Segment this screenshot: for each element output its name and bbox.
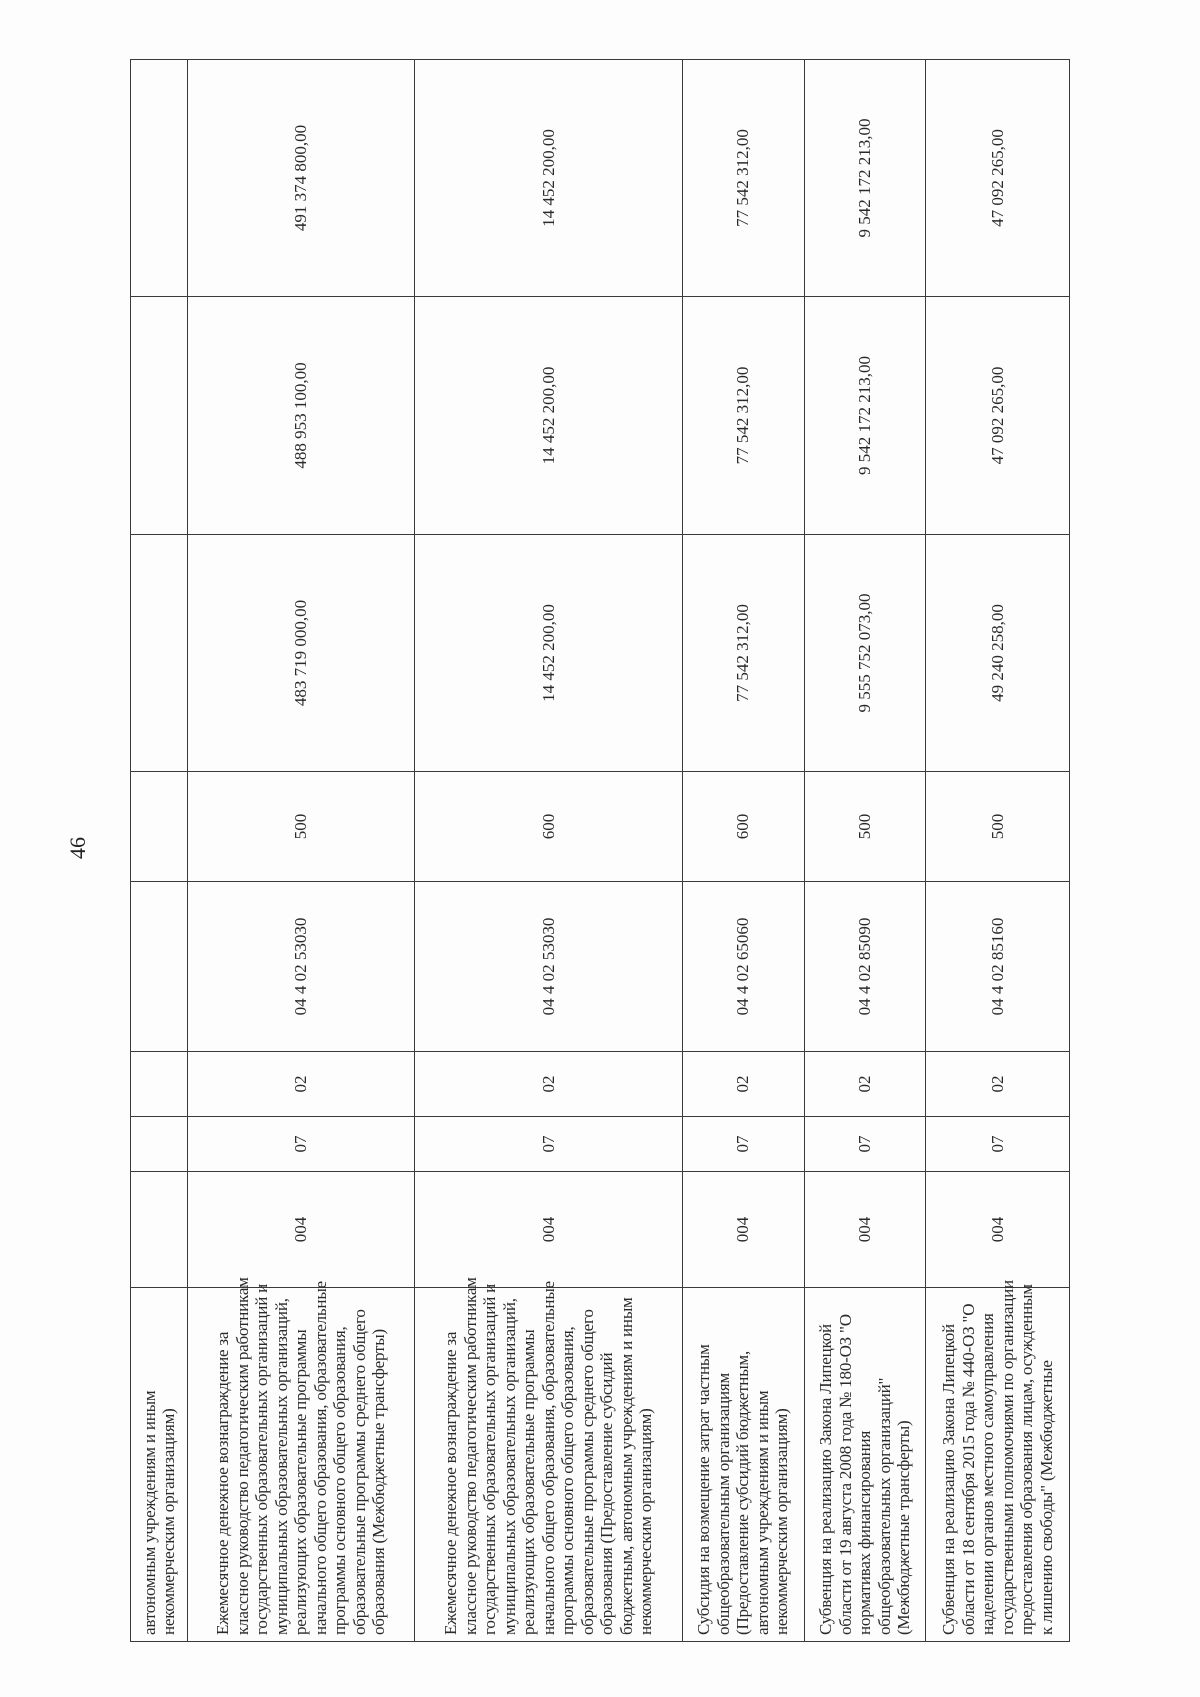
amount-year-2: 488 953 100,00 — [188, 297, 415, 535]
table-row — [188, 60, 415, 1642]
amount-year-2: 9 542 172 213,00 — [804, 297, 926, 535]
table-row — [682, 60, 804, 1642]
target-article-code: 04 4 02 85160 — [926, 882, 1070, 1052]
subsection-code — [131, 1052, 188, 1117]
ministry-code: 004 — [188, 1172, 415, 1288]
row-description: Субвенция на реализацию Закона Липецкой области от 18 сентября 2015 года № 440-ОЗ "О наделении органов местного самоуправления государственными полномочиями по организации предоставления образования лицам, осужденным к лишению свободы" (Межбюджетные — [926, 1288, 1070, 1642]
expense-type-code: 500 — [188, 772, 415, 882]
ministry-code — [131, 1172, 188, 1288]
section-code: 07 — [415, 1117, 683, 1172]
amount-year-3: 47 092 265,00 — [926, 60, 1070, 297]
table-row — [926, 60, 1070, 1642]
amount-year-3: 77 542 312,00 — [682, 60, 804, 297]
row-description: Субвенция на реализацию Закона Липецкой области от 19 августа 2008 года № 180-ОЗ "О нормативах финансирования общеобразовательных организаций" (Межбюджетные трансферты) — [804, 1288, 926, 1642]
amount-year-1: 49 240 258,00 — [926, 535, 1070, 772]
subsection-code: 02 — [926, 1052, 1070, 1117]
ministry-code: 004 — [682, 1172, 804, 1288]
rotated-table-container — [130, 60, 1070, 1642]
amount-year-1 — [131, 535, 188, 772]
amount-year-1: 77 542 312,00 — [682, 535, 804, 772]
ministry-code: 004 — [926, 1172, 1070, 1288]
section-code: 07 — [188, 1117, 415, 1172]
amount-year-2: 77 542 312,00 — [682, 297, 804, 535]
target-article-code: 04 4 02 53030 — [415, 882, 683, 1052]
expense-type-code: 500 — [804, 772, 926, 882]
target-article-code: 04 4 02 53030 — [188, 882, 415, 1052]
subsection-code: 02 — [682, 1052, 804, 1117]
section-code — [131, 1117, 188, 1172]
amount-year-3 — [131, 60, 188, 297]
row-description: Субсидия на возмещение затрат частным общеобразовательным организациям (Предоставление субсидий бюджетным, автономным учреждениям и иным некоммерческим организациям) — [682, 1288, 804, 1642]
section-code: 07 — [682, 1117, 804, 1172]
amount-year-2 — [131, 297, 188, 535]
amount-year-3: 14 452 200,00 — [415, 60, 683, 297]
section-code: 07 — [804, 1117, 926, 1172]
subsection-code: 02 — [188, 1052, 415, 1117]
row-description: автономным учреждениям и иным некоммерческим организациям) — [131, 1288, 188, 1642]
expense-type-code — [131, 772, 188, 882]
table-row — [415, 60, 683, 1642]
amount-year-1: 483 719 000,00 — [188, 535, 415, 772]
amount-year-3: 491 374 800,00 — [188, 60, 415, 297]
expense-type-code: 600 — [682, 772, 804, 882]
ministry-code: 004 — [415, 1172, 683, 1288]
amount-year-1: 9 555 752 073,00 — [804, 535, 926, 772]
subsection-code: 02 — [415, 1052, 683, 1117]
amount-year-1: 14 452 200,00 — [415, 535, 683, 772]
row-description: Ежемесячное денежное вознаграждение за классное руководство педагогическим работникам государственных образовательных организаций и муниципальных образовательных организаций, реализующих образовательные программы начального общего образования, образовательные программы основного общего образования, образовательные программы среднего общего образования (Предоставление субсидий бюджетным, автономным учреждениям и иным некоммерческим организациям) — [415, 1288, 683, 1642]
page-number: 46 — [65, 837, 90, 859]
budget-table — [130, 59, 1070, 1642]
ministry-code: 004 — [804, 1172, 926, 1288]
amount-year-2: 14 452 200,00 — [415, 297, 683, 535]
expense-type-code: 600 — [415, 772, 683, 882]
section-code: 07 — [926, 1117, 1070, 1172]
target-article-code: 04 4 02 65060 — [682, 882, 804, 1052]
expense-type-code: 500 — [926, 772, 1070, 882]
target-article-code: 04 4 02 85090 — [804, 882, 926, 1052]
target-article-code — [131, 882, 188, 1052]
amount-year-2: 47 092 265,00 — [926, 297, 1070, 535]
table-row — [804, 60, 926, 1642]
amount-year-3: 9 542 172 213,00 — [804, 60, 926, 297]
row-description: Ежемесячное денежное вознаграждение за классное руководство педагогическим работникам государственных образовательных организаций и муниципальных образовательных организаций, реализующих образовательные программы начального общего образования, образовательные программы основного общего образования, образовательные программы среднего общего образования (Межбюджетные трансферты) — [188, 1288, 415, 1642]
subsection-code: 02 — [804, 1052, 926, 1117]
table-row — [131, 60, 188, 1642]
